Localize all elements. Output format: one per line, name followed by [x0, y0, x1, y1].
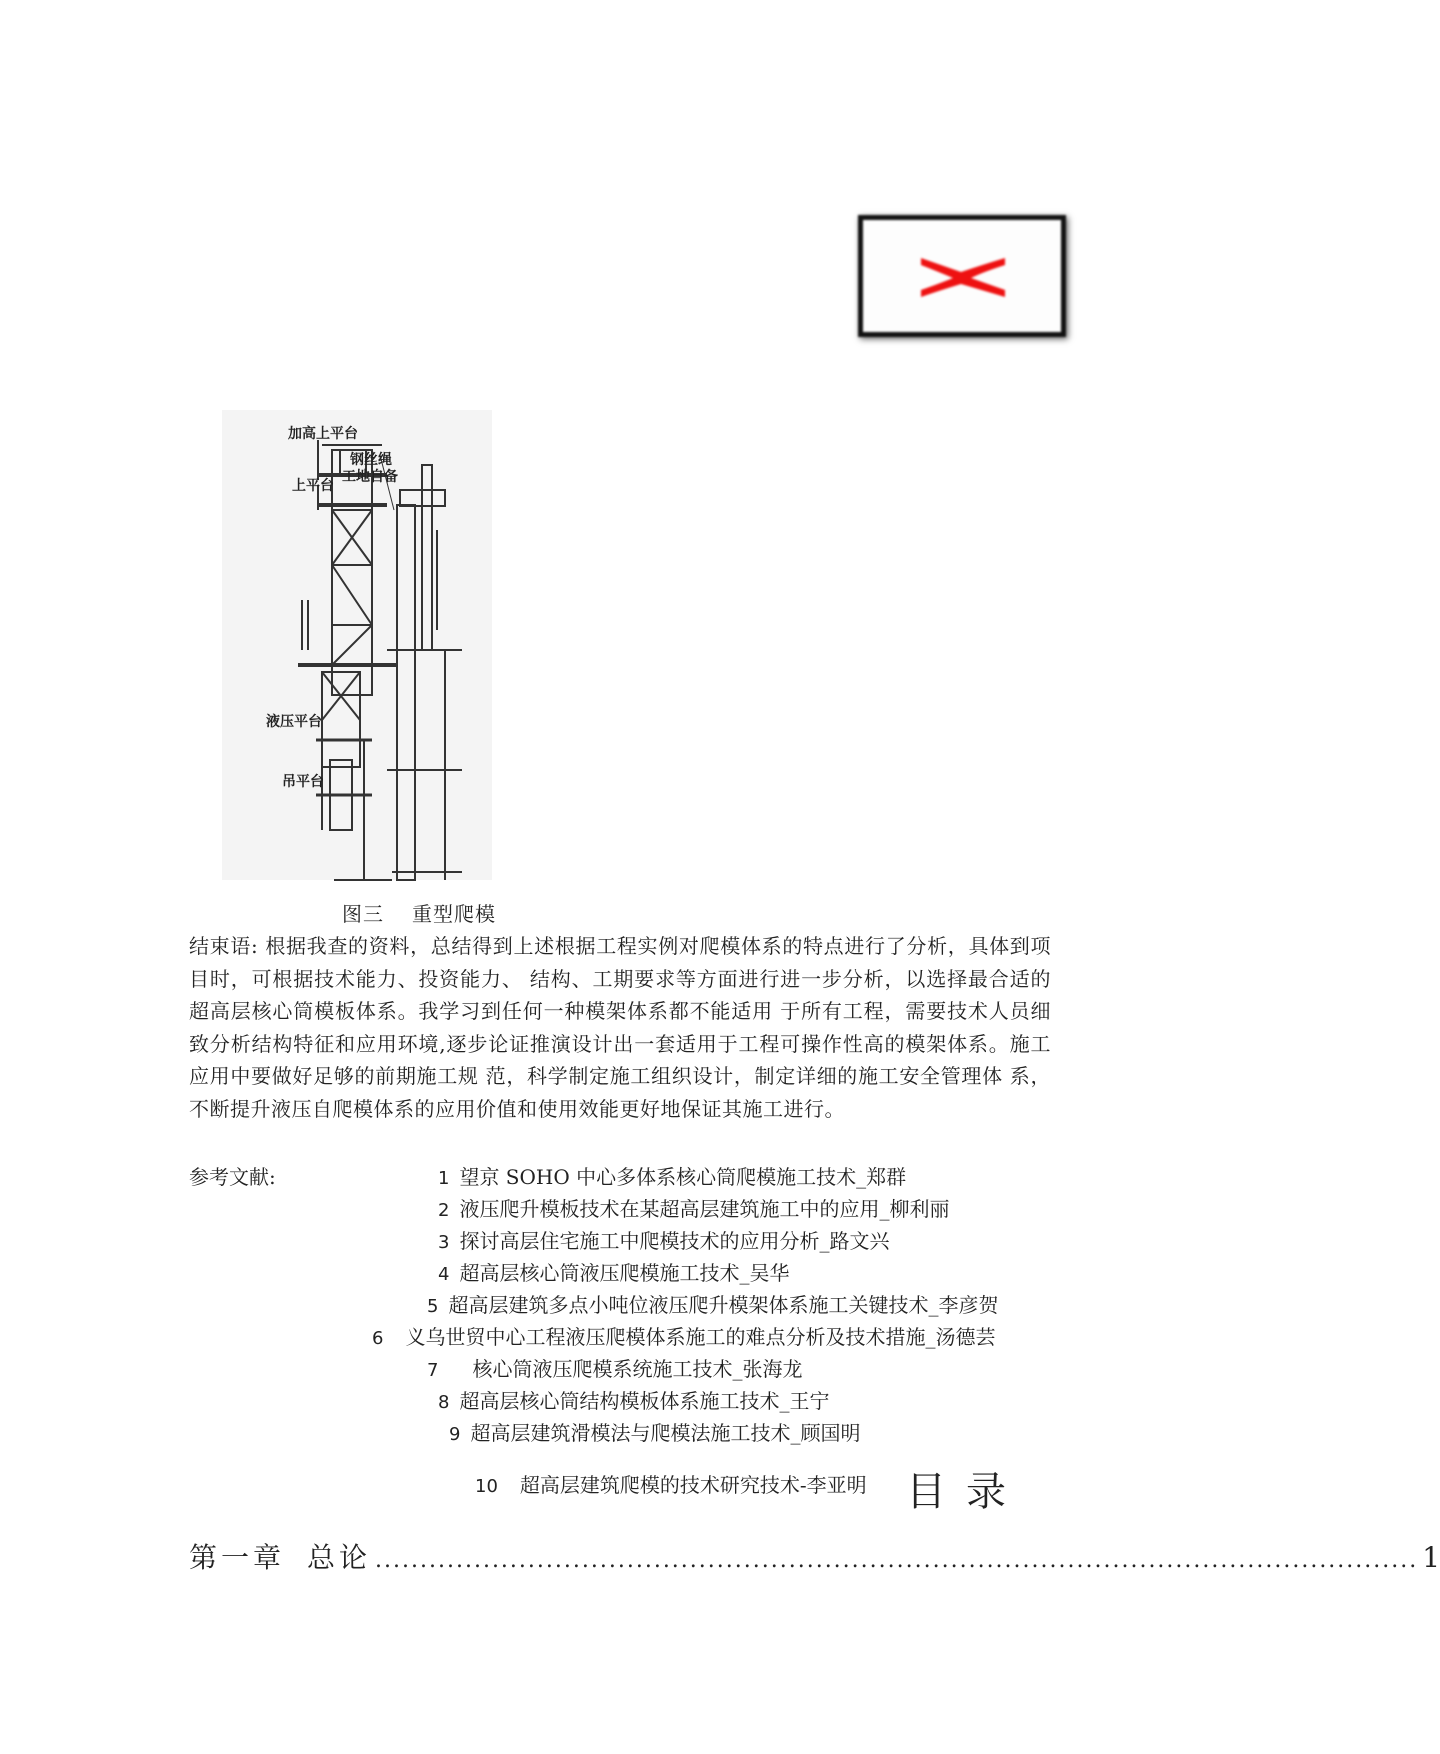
label-hydraulic-platform: 液压平台	[266, 714, 322, 730]
reference-item: 8 超高层核心筒结构模板体系施工技术_王宁	[438, 1389, 830, 1413]
references-label: 参考文献:	[189, 1165, 276, 1189]
reference-item: 4 超高层核心筒液压爬模施工技术_吴华	[438, 1261, 790, 1285]
formwork-figure	[222, 410, 492, 880]
reference-item: 6 义乌世贸中心工程液压爬模体系施工的难点分析及技术措施_汤德芸	[372, 1325, 996, 1349]
toc-chapter: 第一章	[189, 1541, 286, 1574]
broken-image-x-icon	[863, 220, 1061, 332]
caption-title: 重型爬模	[412, 902, 496, 926]
toc-leader-dots: ....................................................................................................................	[375, 1548, 1419, 1573]
climbing-formwork-drawing	[222, 410, 492, 880]
conclusion-paragraph: 结束语: 根据我查的资料，总结得到上述根据工程实例对爬模体系的特点进行了分析，具体到项目时，可根据技术能力、投资能力、 结构、工期要求等方面进行进一步分析，以选择最合适的超高层核心筒模板体系。我学习到任何一种模架体系都不能适用 于所有工程，需要技术人员细致分析结构特征和应用环境,逐步论证推演设计出一套适用于工程可操作性高的模架体系。施工应用中要做好足够的前期施工规 范，科学制定施工组织设计，制定详细的施工安全管理体 系，不断提升液压自爬模体系的应用价值和使用效能更好地保证其施工进行。	[189, 934, 1051, 1121]
reference-item: 10 超高层建筑爬模的技术研究技术-李亚明	[475, 1473, 867, 1497]
label-site-supplied: 工地自备	[342, 469, 398, 485]
toc-title: 目录	[906, 1469, 1026, 1515]
label-top-platform: 加高上平台	[288, 426, 358, 442]
label-upper-platform: 上平台	[292, 478, 334, 494]
reference-item: 5 超高层建筑多点小吨位液压爬升模架体系施工关键技术_李彦贺	[427, 1293, 999, 1317]
figure-caption	[342, 898, 496, 927]
toc-chapter-title: 总论	[307, 1541, 372, 1574]
label-wire-rope: 钢丝绳	[350, 452, 392, 468]
label-hanging-platform: 吊平台	[282, 774, 324, 790]
reference-item: 1 望京 SOHO 中心多体系核心筒爬模施工技术_郑群	[438, 1165, 907, 1189]
toc-page-number: 1	[1422, 1541, 1440, 1574]
reference-item: 3 探讨高层住宅施工中爬模技术的应用分析_路文兴	[438, 1229, 890, 1253]
broken-image-placeholder	[858, 215, 1066, 337]
caption-number: 图三	[342, 902, 384, 926]
reference-item: 9 超高层建筑滑模法与爬模法施工技术_顾国明	[449, 1421, 861, 1445]
toc-entry[interactable]	[189, 1536, 1440, 1576]
reference-item: 7 核心筒液压爬模系统施工技术_张海龙	[427, 1357, 803, 1381]
reference-item: 2 液压爬升模板技术在某超高层建筑施工中的应用_柳利丽	[438, 1197, 950, 1221]
